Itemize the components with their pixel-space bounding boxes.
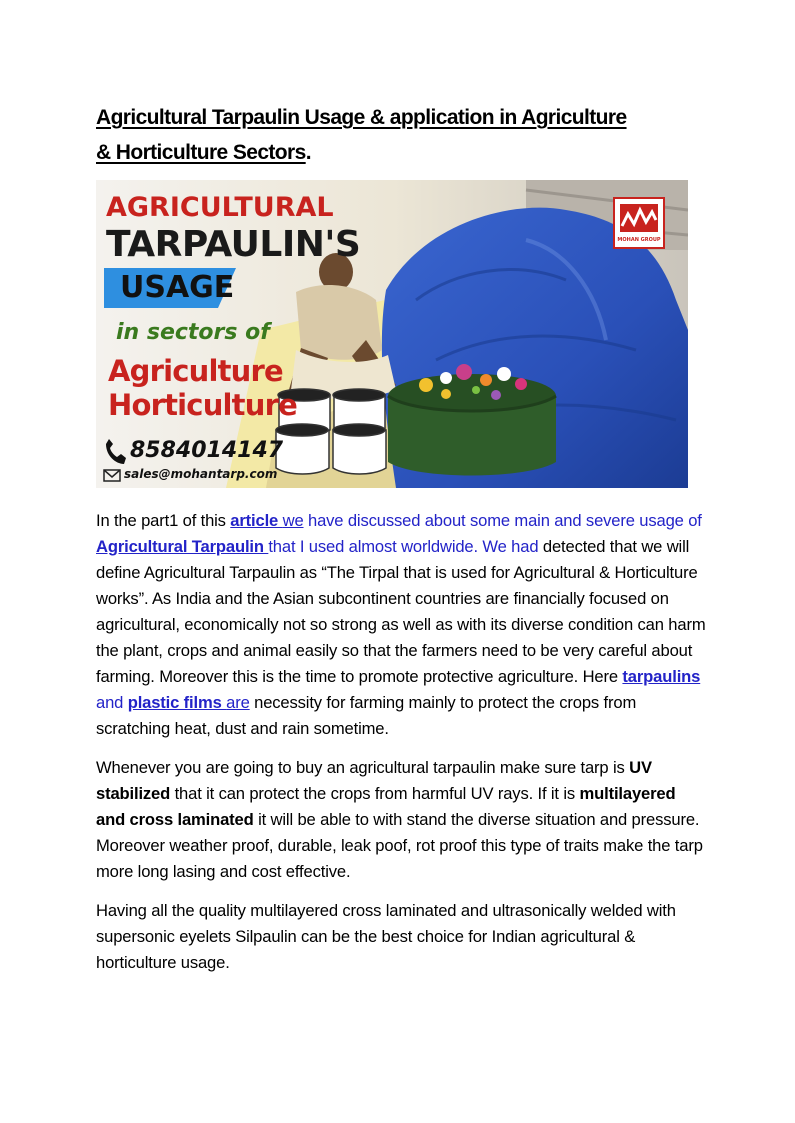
tarpaulins-link[interactable]: tarpaulins [622,667,701,686]
agricultural-tarpaulin-link[interactable]: Agricultural Tarpaulin [96,537,269,556]
we-link[interactable]: we [282,511,304,530]
paragraph-3: Having all the quality multilayered cross laminated and ultrasonically welded with supersonic eyelets Silpaulin can be the best choice for Indian agricultural & horticulture usage. [96,901,676,972]
banner-line-horticulture: Horticulture [108,388,297,422]
plastic-films-link[interactable]: plastic films [127,693,227,712]
p2-text-2: that it can protect the crops from harmful UV rays. If it is [170,784,580,803]
p2-text-3: it will be able to with stand the diverse situation and pressure. Moreover weather proof, durable, leak poof, rot proof this type of traits make the tarp more long lasing and cost effective. [96,810,703,881]
banner-logo-text: MOHAN GROUP [617,237,661,243]
title-line-2: & Horticulture Sectors [96,141,306,164]
p1-and-text: and [96,693,128,712]
banner-email: sales@mohantarp.com [124,467,278,481]
uv-stabilized-bold: UV stabilized [96,758,652,803]
banner-line-in-sectors-of: in sectors of [116,320,270,345]
p1-closing-text: necessity for farming mainly to protect the crops from scratching heat, dust and rain sometime. [96,693,637,738]
title-period: . [305,141,311,164]
document-page [96,100,706,976]
banner-line-agricultural: AGRICULTURAL [106,192,334,223]
p1-text-intro: In the part1 of this [96,511,231,530]
p1-body-text: detected that we will define Agricultural Tarpaulin as “The Tirpal that is used for Agricultural & Horticulture works”. As India and the Asian subcontinent countries are financially focused on agricultural, economically not so strong as well as with its diverse condition can harm the plant, crops and animal easily so that the farmers need to be very careful about farming. Moreover this is the time to promote protective agriculture. Here [96,537,706,686]
paragraph-1 [96,508,706,742]
title-line-1: Agricultural Tarpaulin Usage & application in Agriculture [96,106,627,129]
p2-text-1: Whenever you are going to buy an agricultural tarpaulin make sure tarp is [96,758,630,777]
banner-phone: 8584014147 [130,438,284,463]
banner-line-agriculture: Agriculture [108,354,283,388]
banner-image [96,180,688,488]
p1-blue-text-2: that I used almost worldwide. We had [268,537,539,556]
banner-line-usage: USAGE [120,270,235,305]
page-title [96,100,706,170]
p1-blue-text-1: have discussed about some main and severe usage of [303,511,702,530]
article-link[interactable]: article [230,511,283,530]
paragraph-2 [96,755,706,885]
banner-line-tarpaulins: TARPAULIN'S [106,224,361,265]
are-link[interactable]: are [226,693,250,712]
multilayered-bold: multilayered and cross laminated [96,784,676,829]
